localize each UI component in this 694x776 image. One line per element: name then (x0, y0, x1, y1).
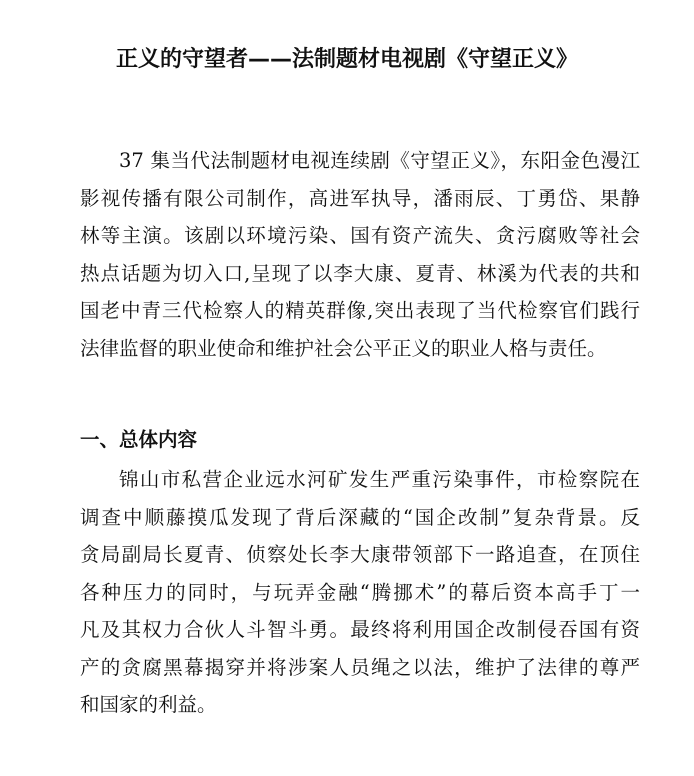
section-heading: 一、总体内容 (80, 428, 198, 451)
intro-line: 影视传播有限公司制作，高进军执导，潘雨辰、丁勇岱、果静 (80, 186, 640, 210)
content-line: 调查中顺藤摸瓜发现了背后深藏的“国企改制”复杂背景。反 (80, 505, 640, 529)
intro-line: 法律监督的职业使命和维护社会公平正义的职业人格与责任。 (80, 336, 607, 360)
content-line: 锦山市私营企业远水河矿发生严重污染事件，市检察院在 (119, 468, 640, 491)
content-line: 产的贪腐黑幕揭穿并将涉案人员绳之以法，维护了法律的尊严 (80, 655, 640, 679)
document-title: 正义的守望者——法制题材电视剧《守望正义》 (115, 47, 578, 72)
intro-paragraph (80, 142, 640, 367)
intro-line: 国老中青三代检察人的精英群像,突出表现了当代检察官们践行 (80, 299, 640, 322)
intro-line: 37 集当代法制题材电视连续剧《守望正义》，东阳金色漫江 (119, 149, 640, 172)
intro-line: 林等主演。该剧以环境污染、国有资产流失、贪污腐败等社会 (80, 224, 640, 247)
content-line: 凡及其权力合伙人斗智斗勇。最终将利用国企改制侵吞国有资 (80, 618, 640, 641)
content-line: 贪局副局长夏青、侦察处长李大康带领部下一路追查，在顶住 (80, 543, 640, 566)
intro-line: 热点话题为切入口,呈现了以李大康、夏青、林溪为代表的共和 (80, 261, 640, 285)
content-line: 和国家的利益。 (80, 693, 217, 716)
content-line: 各种压力的同时，与玩弄金融“腾挪术”的幕后资本高手丁一 (80, 580, 640, 604)
content-paragraph (80, 461, 640, 724)
